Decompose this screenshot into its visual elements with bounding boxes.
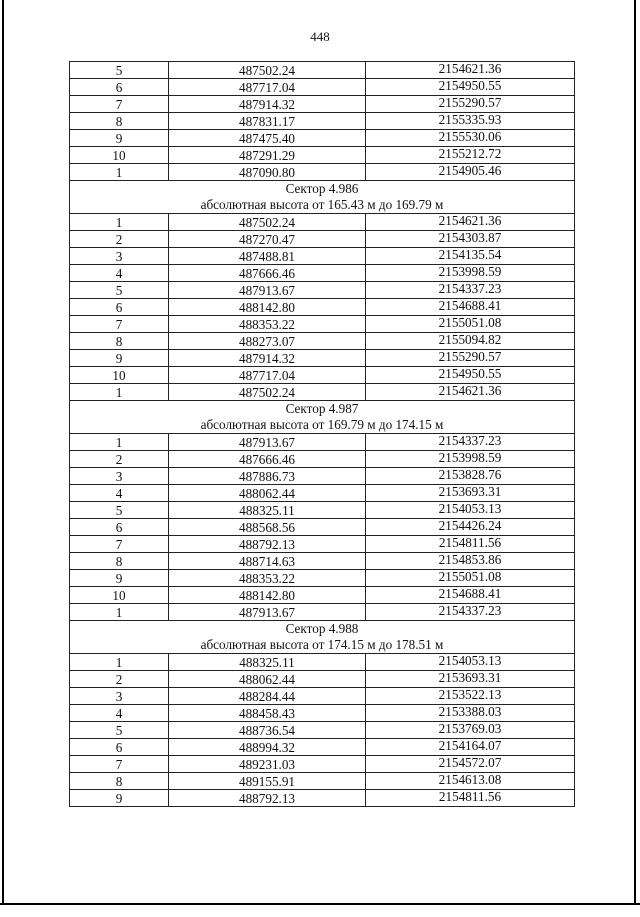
point-number-cell: 9 (70, 790, 169, 807)
point-number-cell: 8 (70, 333, 169, 350)
x-coordinate-cell: 488458.43 (169, 705, 366, 722)
x-coordinate-cell: 487913.67 (169, 604, 366, 621)
y-coordinate-cell: 2155290.57 (366, 96, 575, 113)
point-number-cell: 3 (70, 468, 169, 485)
table-row (70, 773, 575, 790)
point-number-cell: 3 (70, 688, 169, 705)
x-coordinate-cell: 487475.40 (169, 130, 366, 147)
table-row (70, 671, 575, 688)
y-coordinate-cell: 2154337.23 (366, 604, 575, 621)
table-row (70, 282, 575, 299)
point-number-cell: 10 (70, 367, 169, 384)
x-coordinate-cell: 488062.44 (169, 485, 366, 502)
y-coordinate-cell: 2155335.93 (366, 113, 575, 130)
table-row (70, 96, 575, 113)
y-coordinate-cell: 2154811.56 (366, 536, 575, 553)
x-coordinate-cell: 487913.67 (169, 434, 366, 451)
table-row (70, 519, 575, 536)
y-coordinate-cell: 2155051.08 (366, 316, 575, 333)
y-coordinate-cell: 2154426.24 (366, 519, 575, 536)
table-row (70, 468, 575, 485)
table-row (70, 570, 575, 587)
table-row (70, 299, 575, 316)
table-row (70, 790, 575, 807)
x-coordinate-cell: 489231.03 (169, 756, 366, 773)
table-row (70, 722, 575, 739)
table-row (70, 248, 575, 265)
y-coordinate-cell: 2154053.13 (366, 654, 575, 671)
sector-title: Сектор 4.986 (70, 181, 575, 198)
y-coordinate-cell: 2154164.07 (366, 739, 575, 756)
page-number: 448 (310, 29, 330, 44)
y-coordinate-cell: 2153693.31 (366, 485, 575, 502)
table-row (70, 654, 575, 671)
x-coordinate-cell: 488736.54 (169, 722, 366, 739)
x-coordinate-cell: 487502.24 (169, 214, 366, 231)
sector-altitude-row (70, 197, 575, 214)
table-row (70, 130, 575, 147)
y-coordinate-cell: 2154135.54 (366, 248, 575, 265)
table-row (70, 604, 575, 621)
point-number-cell: 1 (70, 654, 169, 671)
sector-altitude-row (70, 637, 575, 654)
x-coordinate-cell: 487502.24 (169, 62, 366, 79)
table-row (70, 536, 575, 553)
point-number-cell: 7 (70, 536, 169, 553)
point-number-cell: 3 (70, 248, 169, 265)
x-coordinate-cell: 487717.04 (169, 367, 366, 384)
point-number-cell: 5 (70, 502, 169, 519)
table-row (70, 553, 575, 570)
x-coordinate-cell: 488353.22 (169, 570, 366, 587)
y-coordinate-cell: 2153769.03 (366, 722, 575, 739)
y-coordinate-cell: 2155212.72 (366, 147, 575, 164)
table-row (70, 367, 575, 384)
point-number-cell: 8 (70, 113, 169, 130)
sector-title-row (70, 621, 575, 638)
table-row (70, 214, 575, 231)
table-row (70, 739, 575, 756)
x-coordinate-cell: 488792.13 (169, 536, 366, 553)
x-coordinate-cell: 487666.46 (169, 451, 366, 468)
sector-altitude: абсолютная высота от 169.79 м до 174.15 м (70, 417, 575, 434)
y-coordinate-cell: 2153388.03 (366, 705, 575, 722)
y-coordinate-cell: 2155094.82 (366, 333, 575, 350)
x-coordinate-cell: 487502.24 (169, 384, 366, 401)
table-row (70, 113, 575, 130)
y-coordinate-cell: 2154853.86 (366, 553, 575, 570)
coordinates-table (69, 61, 575, 807)
table-row (70, 231, 575, 248)
y-coordinate-cell: 2155530.06 (366, 130, 575, 147)
x-coordinate-cell: 488714.63 (169, 553, 366, 570)
y-coordinate-cell: 2153998.59 (366, 265, 575, 282)
point-number-cell: 1 (70, 604, 169, 621)
point-number-cell: 4 (70, 705, 169, 722)
point-number-cell: 9 (70, 350, 169, 367)
x-coordinate-cell: 487666.46 (169, 265, 366, 282)
x-coordinate-cell: 487090.80 (169, 164, 366, 181)
y-coordinate-cell: 2154621.36 (366, 62, 575, 79)
y-coordinate-cell: 2154621.36 (366, 384, 575, 401)
x-coordinate-cell: 488568.56 (169, 519, 366, 536)
point-number-cell: 9 (70, 130, 169, 147)
y-coordinate-cell: 2153522.13 (366, 688, 575, 705)
x-coordinate-cell: 488142.80 (169, 299, 366, 316)
table-row (70, 502, 575, 519)
sector-title-row (70, 181, 575, 198)
point-number-cell: 1 (70, 164, 169, 181)
sector-title: Сектор 4.987 (70, 401, 575, 418)
table-row (70, 62, 575, 79)
page-border-left (2, 0, 4, 905)
x-coordinate-cell: 487914.32 (169, 350, 366, 367)
x-coordinate-cell: 488142.80 (169, 587, 366, 604)
sector-title-row (70, 401, 575, 418)
y-coordinate-cell: 2154053.13 (366, 502, 575, 519)
x-coordinate-cell: 487717.04 (169, 79, 366, 96)
x-coordinate-cell: 489155.91 (169, 773, 366, 790)
point-number-cell: 10 (70, 587, 169, 604)
x-coordinate-cell: 488284.44 (169, 688, 366, 705)
point-number-cell: 4 (70, 265, 169, 282)
point-number-cell: 2 (70, 451, 169, 468)
point-number-cell: 5 (70, 282, 169, 299)
point-number-cell: 7 (70, 756, 169, 773)
x-coordinate-cell: 488353.22 (169, 316, 366, 333)
x-coordinate-cell: 487914.32 (169, 96, 366, 113)
table-row (70, 79, 575, 96)
table-row (70, 265, 575, 282)
x-coordinate-cell: 487488.81 (169, 248, 366, 265)
table-row (70, 333, 575, 350)
table-row (70, 485, 575, 502)
x-coordinate-cell: 488325.11 (169, 502, 366, 519)
table-row (70, 164, 575, 181)
x-coordinate-cell: 488994.32 (169, 739, 366, 756)
page-border-right (634, 0, 636, 905)
table-row (70, 688, 575, 705)
sector-altitude: абсолютная высота от 174.15 м до 178.51 м (70, 637, 575, 654)
y-coordinate-cell: 2153693.31 (366, 671, 575, 688)
y-coordinate-cell: 2154950.55 (366, 79, 575, 96)
y-coordinate-cell: 2154337.23 (366, 434, 575, 451)
table-row (70, 451, 575, 468)
x-coordinate-cell: 487270.47 (169, 231, 366, 248)
point-number-cell: 6 (70, 739, 169, 756)
table-row (70, 756, 575, 773)
table-row (70, 316, 575, 333)
point-number-cell: 7 (70, 316, 169, 333)
sector-title: Сектор 4.988 (70, 621, 575, 638)
y-coordinate-cell: 2153998.59 (366, 451, 575, 468)
table-row (70, 147, 575, 164)
x-coordinate-cell: 488792.13 (169, 790, 366, 807)
page-border-bottom (0, 903, 640, 905)
sector-altitude: абсолютная высота от 165.43 м до 169.79 м (70, 197, 575, 214)
point-number-cell: 8 (70, 773, 169, 790)
x-coordinate-cell: 487886.73 (169, 468, 366, 485)
point-number-cell: 5 (70, 62, 169, 79)
y-coordinate-cell: 2154303.87 (366, 231, 575, 248)
point-number-cell: 8 (70, 553, 169, 570)
y-coordinate-cell: 2153828.76 (366, 468, 575, 485)
y-coordinate-cell: 2154688.41 (366, 587, 575, 604)
y-coordinate-cell: 2154572.07 (366, 756, 575, 773)
point-number-cell: 6 (70, 79, 169, 96)
point-number-cell: 9 (70, 570, 169, 587)
table-row (70, 705, 575, 722)
x-coordinate-cell: 487291.29 (169, 147, 366, 164)
table-row (70, 434, 575, 451)
coordinates-table-body (70, 62, 575, 807)
y-coordinate-cell: 2155051.08 (366, 570, 575, 587)
table-row (70, 384, 575, 401)
point-number-cell: 6 (70, 299, 169, 316)
point-number-cell: 2 (70, 671, 169, 688)
point-number-cell: 5 (70, 722, 169, 739)
y-coordinate-cell: 2154905.46 (366, 164, 575, 181)
point-number-cell: 6 (70, 519, 169, 536)
y-coordinate-cell: 2154613.08 (366, 773, 575, 790)
point-number-cell: 4 (70, 485, 169, 502)
table-row (70, 587, 575, 604)
point-number-cell: 1 (70, 434, 169, 451)
point-number-cell: 2 (70, 231, 169, 248)
sector-altitude-row (70, 417, 575, 434)
y-coordinate-cell: 2154337.23 (366, 282, 575, 299)
y-coordinate-cell: 2154811.56 (366, 790, 575, 807)
point-number-cell: 7 (70, 96, 169, 113)
table-row (70, 350, 575, 367)
y-coordinate-cell: 2154621.36 (366, 214, 575, 231)
x-coordinate-cell: 488325.11 (169, 654, 366, 671)
y-coordinate-cell: 2154688.41 (366, 299, 575, 316)
x-coordinate-cell: 487831.17 (169, 113, 366, 130)
y-coordinate-cell: 2155290.57 (366, 350, 575, 367)
x-coordinate-cell: 487913.67 (169, 282, 366, 299)
point-number-cell: 10 (70, 147, 169, 164)
y-coordinate-cell: 2154950.55 (366, 367, 575, 384)
point-number-cell: 1 (70, 214, 169, 231)
x-coordinate-cell: 488062.44 (169, 671, 366, 688)
point-number-cell: 1 (70, 384, 169, 401)
x-coordinate-cell: 488273.07 (169, 333, 366, 350)
